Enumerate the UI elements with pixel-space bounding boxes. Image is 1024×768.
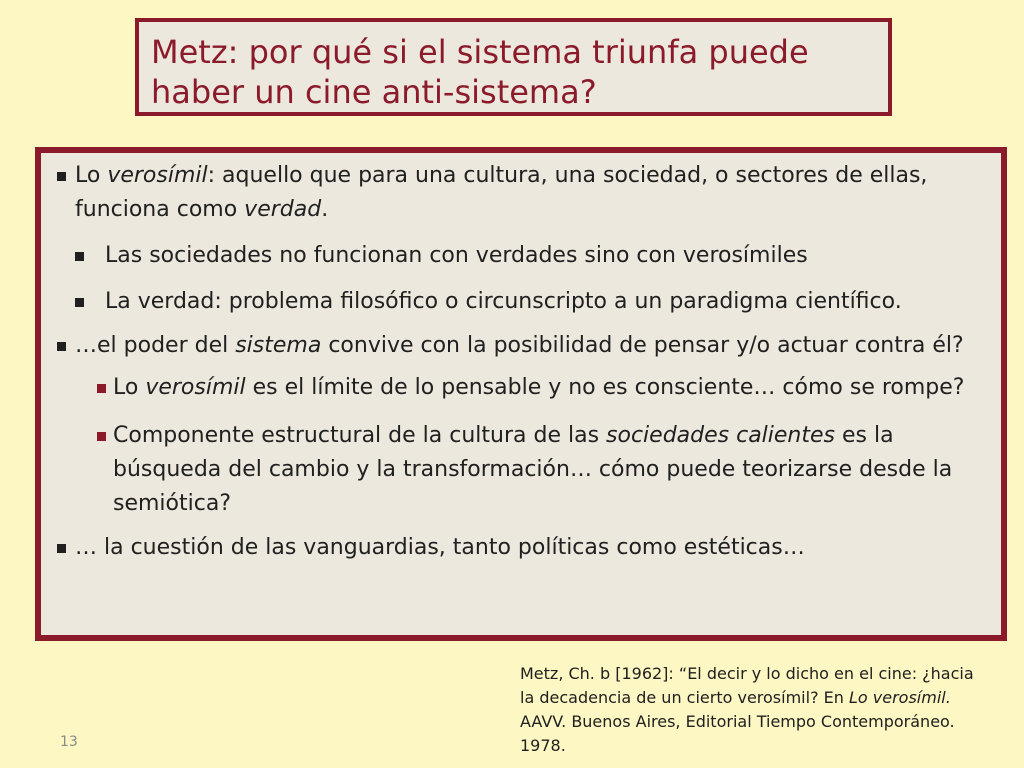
- subbullet-emphasis: sociedades calientes: [606, 423, 836, 448]
- content-box: [35, 147, 1007, 641]
- subbullet-emphasis: verosímil: [145, 375, 246, 400]
- square-bullet-icon: [57, 342, 66, 351]
- subbullet-text: Las sociedades no funcionan con verdades sino con verosímiles: [105, 243, 808, 268]
- square-bullet-icon: [57, 544, 66, 553]
- bullet-emphasis: verosímil: [107, 163, 208, 188]
- bullet-emphasis: sistema: [235, 333, 322, 358]
- reference-emphasis: Lo verosímil.: [848, 688, 951, 707]
- slide-title: Metz: por qué si el sistema triunfa puede haber un cine anti-sistema?: [151, 33, 809, 111]
- bullet-text: Lo: [75, 163, 108, 188]
- bullet-text: … la cuestión de las vanguardias, tanto políticas como estéticas…: [75, 535, 805, 560]
- square-bullet-icon: [57, 172, 66, 181]
- bullet-vanguardias: [53, 531, 989, 565]
- page-number: 13: [60, 734, 78, 750]
- subbullet-verdad: [53, 285, 989, 319]
- bullet-sistema: [53, 329, 989, 363]
- reference-text: AAVV. Buenos Aires, Editorial Tiempo Contemporáneo. 1978.: [520, 712, 955, 755]
- square-bullet-icon: [75, 298, 84, 307]
- bibliographic-reference: [520, 662, 990, 758]
- bullet-emphasis: verdad: [244, 197, 322, 222]
- bullet-verosimil: [53, 159, 989, 227]
- reference-text: Metz, Ch. b [1962]: “El decir y lo dicho en el cine: ¿hacia la decadencia de un cierto verosímil? En: [520, 664, 974, 707]
- subbullet-text: Lo: [113, 375, 146, 400]
- subbullet-text: es la búsqueda del cambio y la transformación… cómo puede teorizarse desde la semiótica?: [113, 423, 953, 516]
- bullet-text: : aquello que para una cultura, una sociedad, o sectores de ellas, funciona como: [75, 163, 928, 222]
- subbullet-text: Componente estructural de la cultura de las: [113, 423, 607, 448]
- title-box: [135, 18, 892, 116]
- bullet-text: …el poder del: [75, 333, 236, 358]
- subbullet-sociedades: [53, 239, 989, 273]
- bullet-text: .: [321, 197, 329, 222]
- subbullet-componente: [53, 419, 989, 521]
- bullet-text: convive con la posibilidad de pensar y/o actuar contra él?: [321, 333, 964, 358]
- square-bullet-icon: [97, 384, 106, 393]
- subbullet-text: La verdad: problema filosófico o circunscripto a un paradigma científico.: [105, 289, 902, 314]
- square-bullet-icon: [75, 252, 84, 261]
- subbullet-text: es el límite de lo pensable y no es consciente… cómo se rompe?: [245, 375, 965, 400]
- subbullet-limite: [53, 371, 989, 405]
- square-bullet-icon: [97, 432, 106, 441]
